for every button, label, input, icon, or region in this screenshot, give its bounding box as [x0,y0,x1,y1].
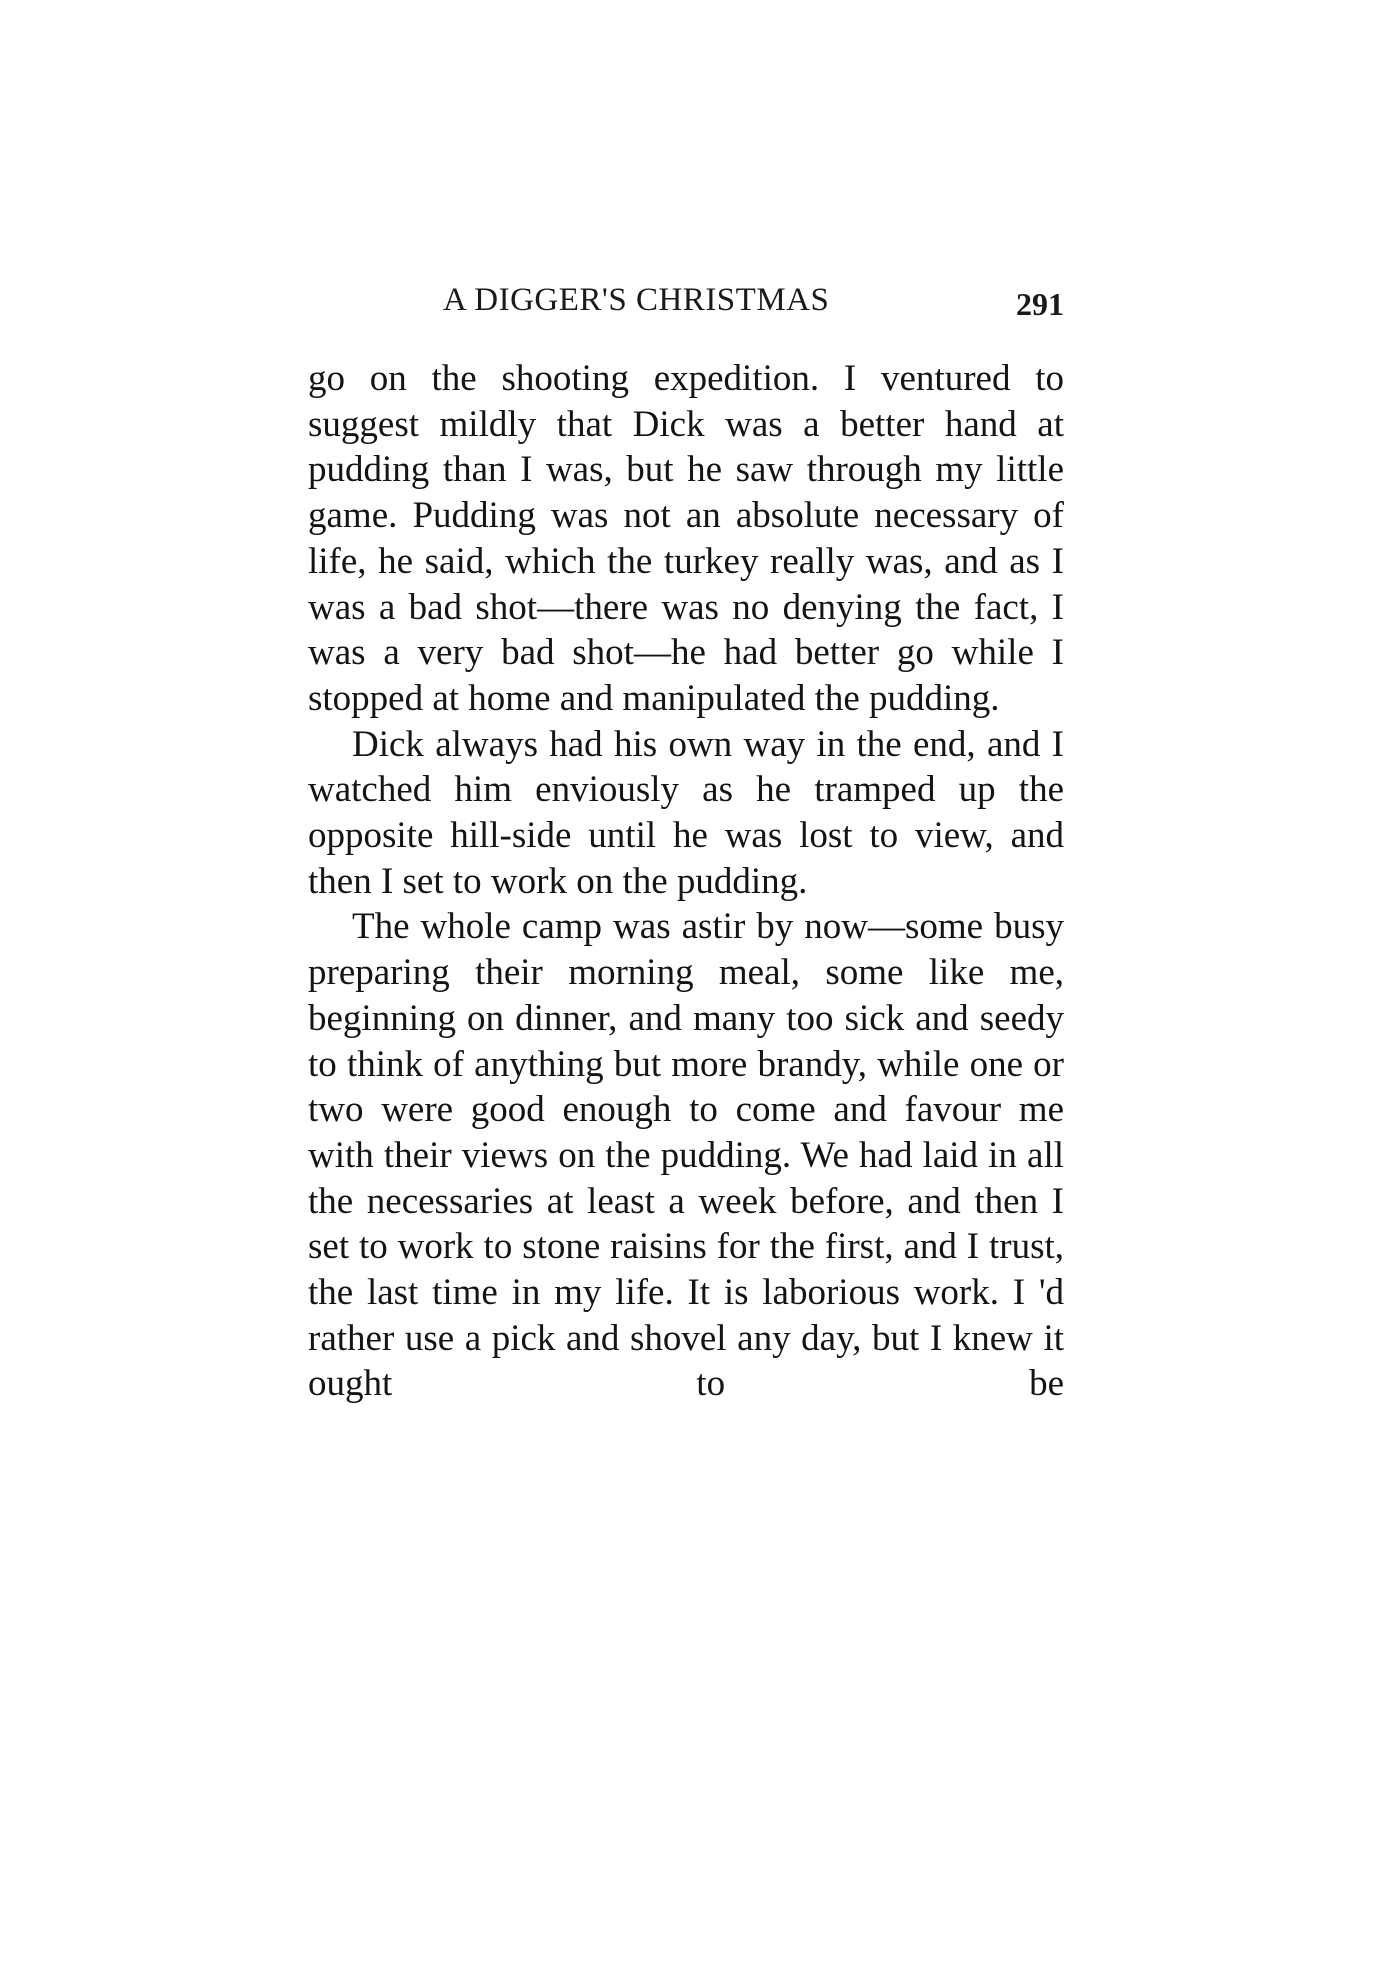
page-header [308,282,1064,326]
paragraph: Dick always had his own way in the end, and I watched him enviously as he tramped up the opposite hill-side until he was lost to view, and then I set to work on the pudding. [308,723,1064,902]
body-text [308,356,1064,1407]
paragraph: The whole camp was astir by now—some busy preparing their morning meal, some like me, beginning on dinner, and many too sick and seedy to think of anything but more brandy, while one or two were good enough to come and favour me with their views on the pudding. We had laid in all the necessaries at least a week before, and then I set to work to stone raisins for the first, and I trust, the last time in my life. It is laborious work. I 'd rather use a pick and shovel any day, but I knew it ought to be [308,906,1064,1405]
page-number: 291 [1016,286,1064,322]
running-title: A DIGGER'S CHRISTMAS [443,282,830,318]
paragraph-continued: go on the shooting expedition. I ventured to suggest mildly that Dick was a better hand at pudding than I was, but he saw through my little game. Pudding was not an absolute necessary of life, he said, which the turkey really was, and as I was a bad shot—there was no denying the fact, I was a very bad shot—he had better go while I stopped at home and manipulated the pudding. [308,358,1064,719]
